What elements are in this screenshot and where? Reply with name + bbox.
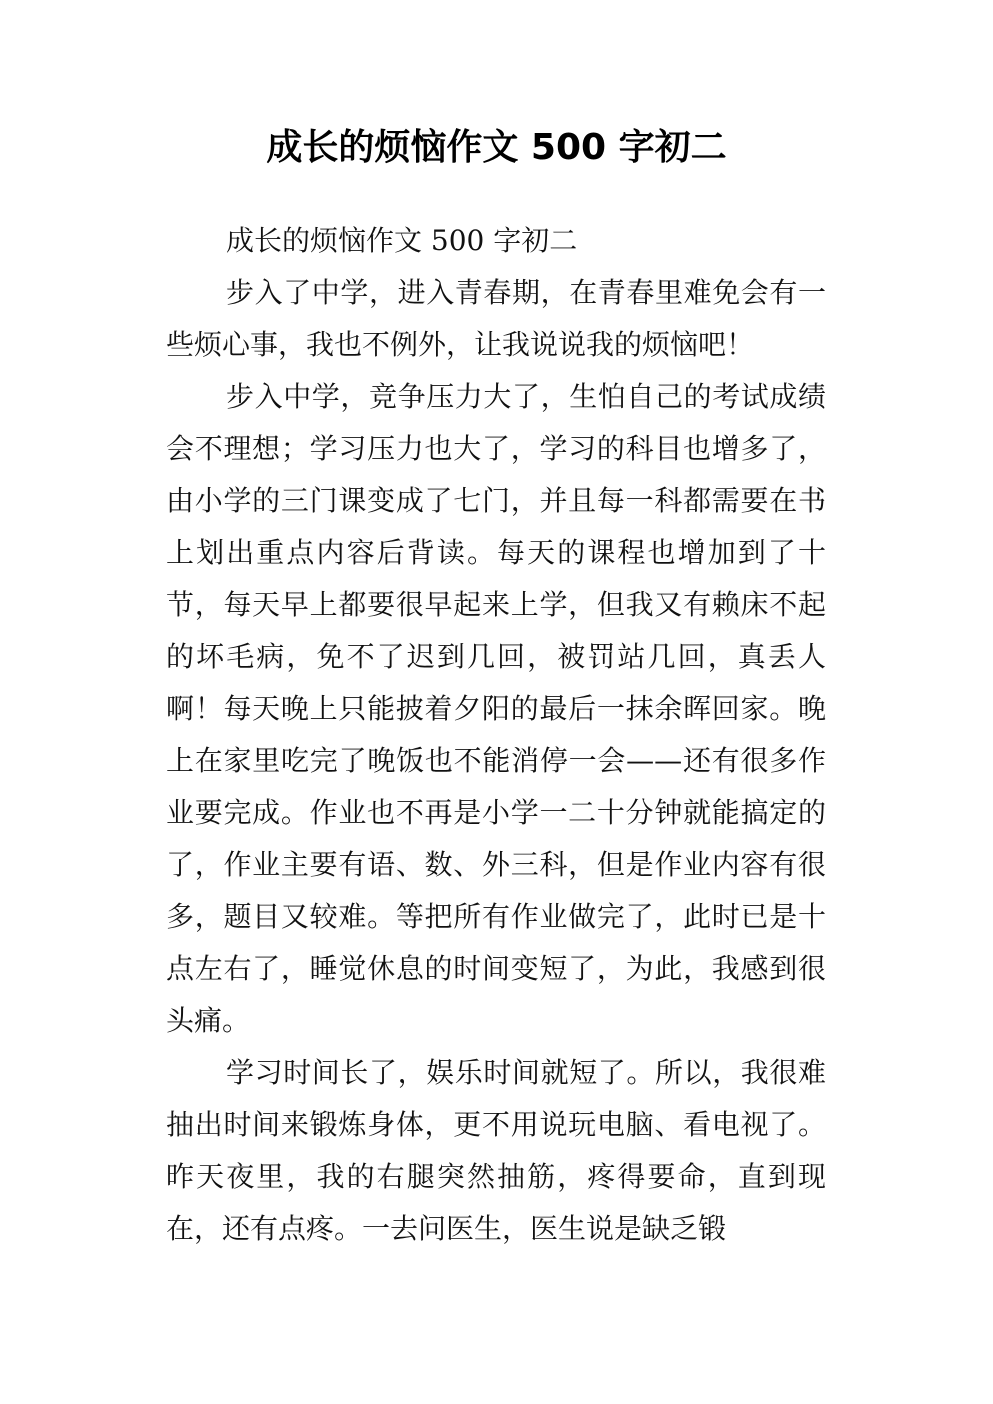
paragraph-study-pressure: 步入中学，竞争压力大了，生怕自己的考试成绩会不理想；学习压力也大了，学习的科目也增多了，由小学的三门课变成了七门，并且每一科都需要在书上划出重点内容后背读。每天的课程也增加到了十节，每天早上都要很早起来上学，但我又有赖床不起的坏毛病，免不了迟到几回，被罚站几回，真丢人啊！每天晚上只能披着夕阳的最后一抹余晖回家。晚上在家里吃完了晚饭也不能消停一会——还有很多作业要完成。作业也不再是小学一二十分钟就能搞定的了，作业主要有语、数、外三科，但是作业内容有很多，题目又较难。等把所有作业做完了，此时已是十点左右了，睡觉休息的时间变短了，为此，我感到很头痛。	[166, 380, 826, 1037]
page-title: 成长的烦恼作文 500 字初二	[266, 127, 727, 168]
document-body	[166, 215, 826, 1255]
paragraph-exercise: 学习时间长了，娱乐时间就短了。所以，我很难抽出时间来锻炼身体，更不用说玩电脑、看电视了。昨天夜里，我的右腿突然抽筋，疼得要命，直到现在，还有点疼。一去问医生，医生说是缺乏锻	[166, 1056, 826, 1245]
paragraph-subtitle: 成长的烦恼作文 500 字初二	[226, 224, 578, 257]
paragraph-intro: 步入了中学，进入青春期，在青春里难免会有一些烦心事，我也不例外，让我说说我的烦恼吧！	[166, 276, 826, 361]
